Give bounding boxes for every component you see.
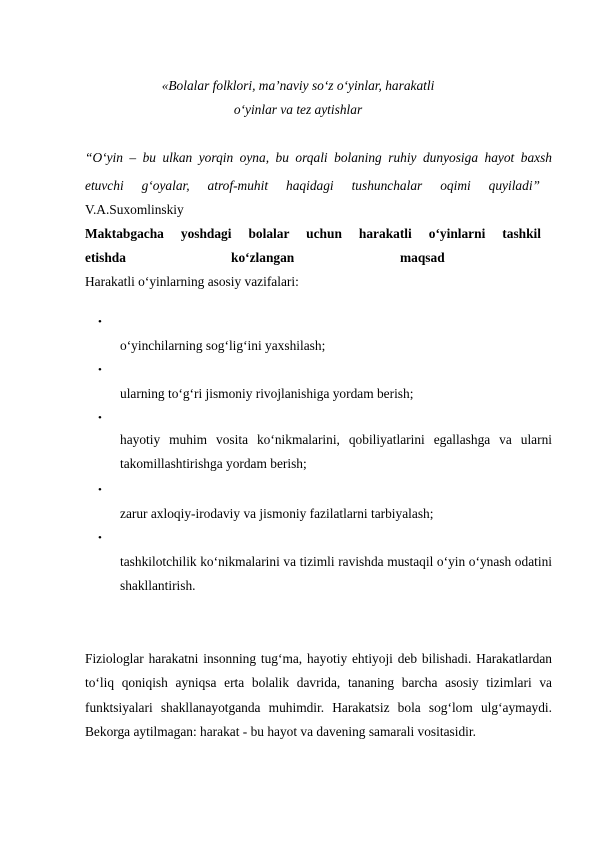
section-heading-line1: Maktabgacha yoshdagi bolalar uchun harakatli o‘yinlarni tashkil [85, 226, 541, 241]
quote-line1: “O‘yin – bu ulkan yorqin oyna, bu orqali bolaning ruhiy dunyosiga hayot baxsh [85, 150, 552, 165]
list-bullet: • [98, 484, 102, 496]
section-heading-word-etishda: etishda [85, 250, 126, 265]
list-bullet: • [98, 532, 102, 544]
list-item: tashkilotchilik ko‘nikmalarini va tizimli ravishda mustaqil o‘yin o‘ynash odatini shakllantirish. [120, 554, 552, 593]
list-bullet: • [98, 364, 102, 376]
list-item: zarur axloqiy-irodaviy va jismoniy fazilatlarni tarbiyalash; [120, 506, 434, 521]
quote-line2: etuvchi g‘oyalar, atrof-muhit haqidagi tushunchalar oqimi quyiladi” [85, 178, 540, 193]
quote-author: V.A.Suxomlinskiy [85, 202, 184, 217]
document-title-line2: o‘yinlar va tez aytishlar [233, 102, 363, 117]
tasks-intro: Harakatli o‘yinlarning asosiy vazifalari: [85, 274, 299, 289]
section-heading-word-kozlangan: ko‘zlangan [231, 250, 295, 265]
list-bullet: • [98, 316, 102, 328]
list-item: o‘yinchilarning sog‘lig‘ini yaxshilash; [120, 338, 326, 353]
document-title-line1: «Bolalar folklori, ma’naviy so‘z o‘yinlar, harakatli [161, 78, 435, 93]
list-item: ularning to‘g‘ri jismoniy rivojlanishiga yordam berish; [120, 386, 414, 401]
section-heading-word-maqsad: maqsad [400, 250, 445, 265]
list-bullet: • [98, 412, 102, 424]
body-paragraph: Fiziologlar harakatni insonning tug‘ma, hayotiy ehtiyoji deb bilishadi. Harakatlardan to‘liq qoniqish ayniqsa erta bolalik davrida, tananing barcha asosiy tizimlari va funktsiyalari shakllanayotganda muhimdir. Harakatsiz bola sog‘lom ulg‘aymaydi. Bekorga aytilmagan: harakat - bu hayot va davening samarali vositasidir. [85, 651, 552, 740]
list-item: hayotiy muhim vosita ko‘nikmalarini, qobiliyatlarini egallashga va ularni takomillashtirishga yordam berish; [120, 432, 552, 471]
